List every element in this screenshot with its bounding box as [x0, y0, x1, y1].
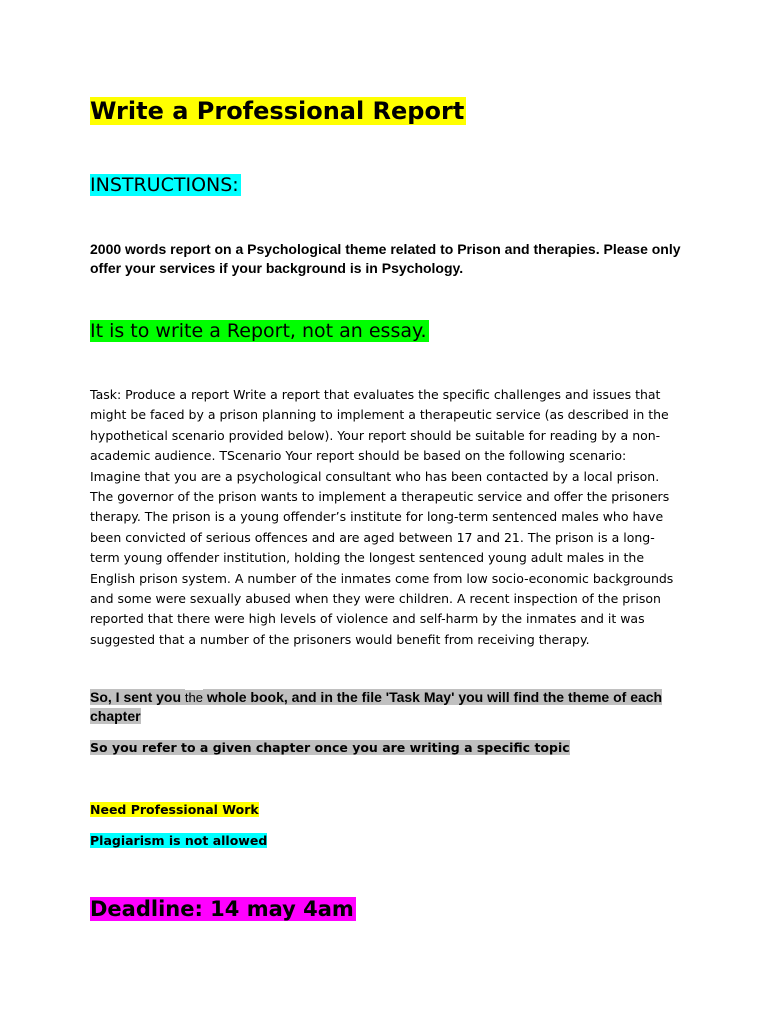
- book-note-part2: the: [184, 690, 203, 705]
- intro-paragraph: 2000 words report on a Psychological theme related to Prison and therapies. Please only offer your services if your background is in Psychology.: [90, 241, 681, 276]
- report-not-essay-note: [90, 316, 429, 346]
- report-not-essay-text: It is to write a Report, not an essay.: [90, 320, 427, 342]
- professional-work-note: [90, 800, 259, 819]
- document-title: [90, 92, 466, 130]
- professional-work-text: Need Professional Work: [90, 802, 259, 817]
- book-note-part3: whole book, and in the file 'Task May' you will find the theme of each chapter: [90, 689, 663, 724]
- chapter-note-text: So you refer to a given chapter once you are writing a specific topic: [90, 740, 570, 755]
- instructions-heading: [90, 170, 241, 200]
- plagiarism-note: [90, 831, 267, 850]
- title-text: Write a Professional Report: [90, 97, 465, 125]
- plagiarism-text: Plagiarism is not allowed: [90, 833, 268, 848]
- task-paragraph: Task: Produce a report Write a report that evaluates the specific challenges and issues that might be faced by a prison planning to implement a therapeutic service (as described in the hypothetical scenario provided below). Your report should be suitable for reading by a non-academic audience. TScenario Your report should be based on the following scenario: Imagine that you are a psychological consultant who has been contacted by a local prison. The governor of the prison wants to implement a therapeutic service and offer the prisoners therapy. The prison is a young offender’s institute for long-term sentenced males who have been convicted of serious offences and are aged between 17 and 21. The prison is a long-term young offender institution, holding the longest sentenced young adult males in the English prison system. A number of the inmates come from low socio-economic backgrounds and some were sexually abused when they were children. A recent inspection of the prison reported that there were high levels of violence and self-harm by the inmates and it was suggested that a number of the prisoners would benefit from receiving therapy.: [90, 387, 674, 647]
- chapter-note: [90, 738, 570, 757]
- deadline-text: Deadline: 14 may 4am: [90, 897, 354, 921]
- book-note-part1: So, I sent you: [90, 689, 185, 705]
- deadline-note: [90, 893, 356, 925]
- book-note: [90, 688, 690, 726]
- instructions-heading-text: INSTRUCTIONS:: [90, 174, 239, 196]
